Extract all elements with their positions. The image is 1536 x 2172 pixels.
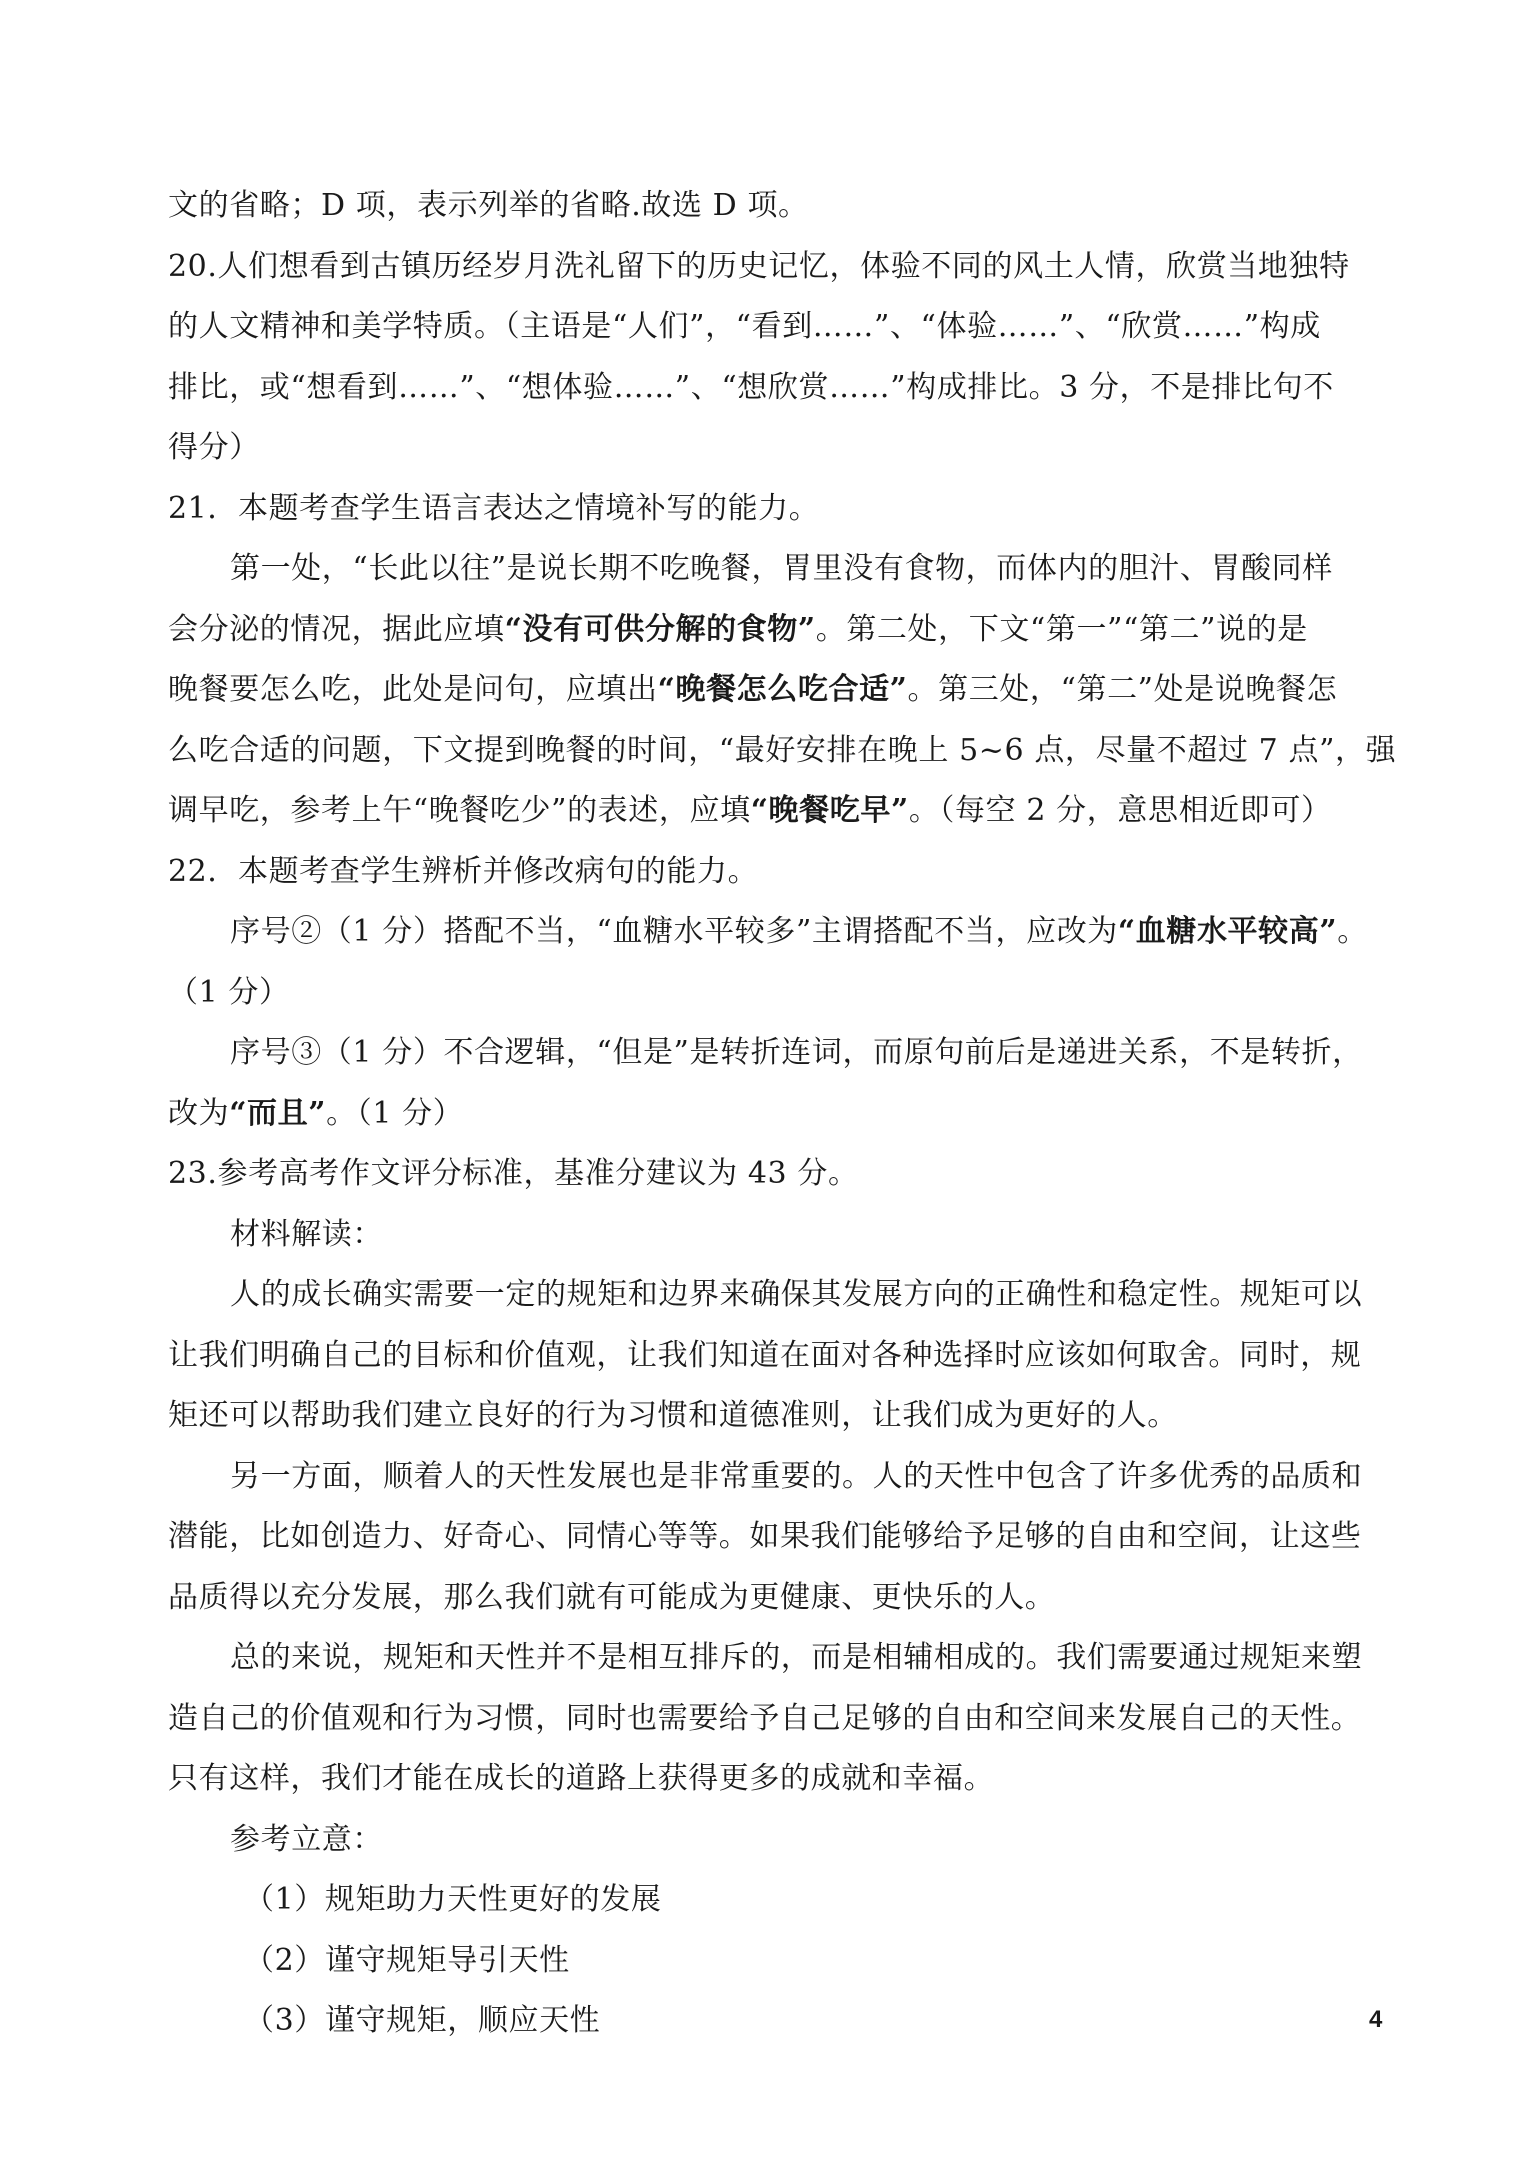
text-span: 。 xyxy=(1337,914,1368,949)
text-line: 人的成长确实需要一定的规矩和边界来确保其发展方向的正确性和稳定性。规矩可以 xyxy=(230,1277,1363,1312)
text-span: 。第三处，“第二”处是说晚餐怎 xyxy=(907,672,1338,707)
text-line: 让我们明确自己的目标和价值观，让我们知道在面对各种选择时应该如何取舍。同时，规 xyxy=(168,1337,1362,1373)
page-number: 4 xyxy=(1369,2006,1383,2033)
text-line: 只有这样，我们才能在成长的道路上获得更多的成就和幸福。 xyxy=(168,1761,995,1796)
text-line: 矩还可以帮助我们建立良好的行为习惯和道德准则，让我们成为更好的人。 xyxy=(168,1398,1178,1433)
text-line xyxy=(168,600,1390,661)
text-span: 会分泌的情况，据此应填 xyxy=(168,611,505,647)
question-20-answer: 20.人们想看到古镇历经岁月洗礼留下的历史记忆，体验不同的风土人情，欣赏当地独特 xyxy=(168,248,1350,284)
text-line: 文的省略；D 项，表示列举的省略.故选 D 项。 xyxy=(168,188,809,223)
list-item: （3）谨守规矩，顺应天性 xyxy=(244,2003,601,2038)
text-span: 序号②（1 分）搭配不当，“血糖水平较多”主谓搭配不当，应改为 xyxy=(230,914,1118,949)
text-line: 排比，或“想看到……”、“想体验……”、“想欣赏……”构成排比。3 分，不是排比句不 xyxy=(168,369,1334,405)
text-line: 得分） xyxy=(168,430,260,465)
question-21-heading: 21．本题考查学生语言表达之情境补写的能力。 xyxy=(168,490,820,526)
text-span: 。（1 分） xyxy=(326,1095,464,1131)
section-label: 材料解读： xyxy=(230,1216,383,1252)
question-22-heading: 22．本题考查学生辨析并修改病句的能力。 xyxy=(168,853,759,889)
text-line: 序号③（1 分）不合逻辑，“但是”是转折连词，而原句前后是递进关系，不是转折， xyxy=(230,1035,1363,1070)
text-line xyxy=(168,781,1390,842)
answer-highlight: “而且” xyxy=(229,1095,327,1131)
text-span: 调早吃，参考上午“晚餐吃少”的表述，应填 xyxy=(168,793,751,828)
text-line: 潜能，比如创造力、好奇心、同情心等等。如果我们能够给予足够的自由和空间，让这些 xyxy=(168,1519,1362,1554)
text-span: 。（每空 2 分，意思相近即可） xyxy=(908,793,1332,828)
answer-highlight: “晚餐吃早” xyxy=(750,793,909,828)
text-line: 造自己的价值观和行为习惯，同时也需要给予自己足够的自由和空间来发展自己的天性。 xyxy=(168,1700,1362,1736)
text-line: 第一处，“长此以往”是说长期不吃晚餐，胃里没有食物，而体内的胆汁、胃酸同样 xyxy=(230,551,1333,586)
text-line xyxy=(168,902,1390,963)
text-line: 么吃合适的问题，下文提到晚餐的时间，“最好安排在晚上 5~6 点，尽量不超过 7 点”，强 xyxy=(168,732,1397,768)
list-item: （1）规矩助力天性更好的发展 xyxy=(244,1882,662,1917)
document-body xyxy=(168,176,1397,2052)
answer-highlight: “晚餐怎么吃合适” xyxy=(657,672,908,707)
question-23-heading: 23.参考高考作文评分标准，基准分建议为 43 分。 xyxy=(168,1156,859,1191)
text-line: 另一方面，顺着人的天性发展也是非常重要的。人的天性中包含了许多优秀的品质和 xyxy=(230,1458,1363,1494)
answer-highlight: “血糖水平较高” xyxy=(1117,914,1338,949)
answer-highlight: “没有可供分解的食物” xyxy=(504,611,816,647)
text-line: （1 分） xyxy=(168,974,290,1010)
text-span: 晚餐要怎么吃，此处是问句，应填出 xyxy=(168,672,658,707)
text-line: 总的来说，规矩和天性并不是相互排斥的，而是相辅相成的。我们需要通过规矩来塑 xyxy=(230,1640,1363,1675)
section-label: 参考立意： xyxy=(230,1821,383,1857)
text-line: 的人文精神和美学特质。（主语是“人们”，“看到……”、“体验……”、“欣赏……”构成 xyxy=(168,309,1321,344)
list-item: （2）谨守规矩导引天性 xyxy=(244,1942,570,1978)
text-line xyxy=(168,660,1390,721)
text-line: 品质得以充分发展，那么我们就有可能成为更健康、更快乐的人。 xyxy=(168,1579,1056,1615)
text-line xyxy=(168,1084,1390,1145)
text-span: 。第二处，下文“第一”“第二”说的是 xyxy=(815,611,1308,647)
text-span: 改为 xyxy=(168,1095,230,1131)
